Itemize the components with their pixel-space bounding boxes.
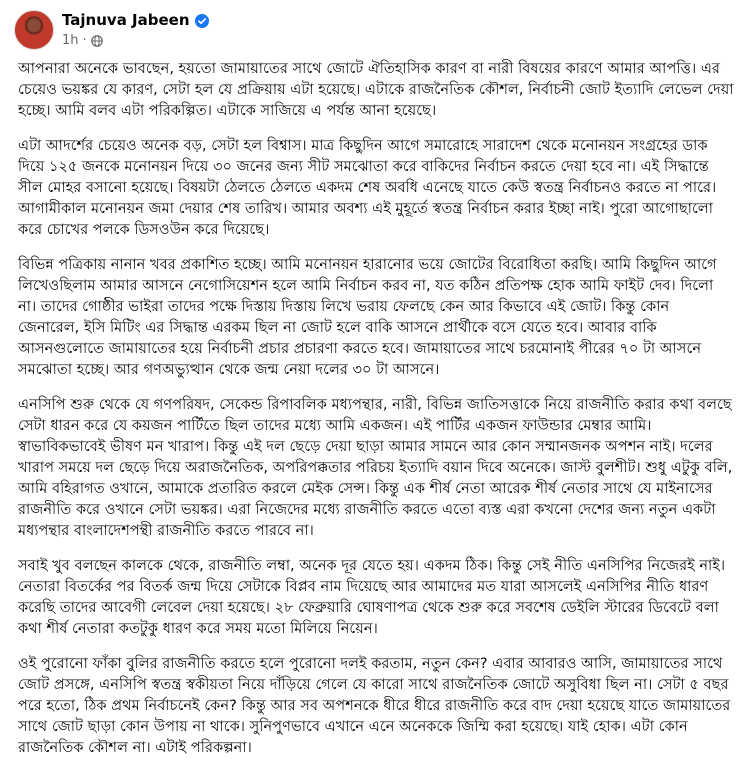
verified-badge-icon bbox=[195, 14, 209, 28]
author-row bbox=[62, 11, 209, 30]
post-paragraph: আপনারা অনেকে ভাবছেন, হয়তো জামায়াতের সাথে জোটে ঐতিহাসিক কারণ বা নারী বিষয়ের কারণে আমার আপত্তি। এর চেয়েও ভয়ঙ্কর যে কারণ, সেটা হল যে প্রক্রিয়ায় এটা হয়েছে। এটাকে রাজনৈতিক কৌশল, নির্বাচনী জোট ইত্যাদি লেভেল দেয়া হচ্ছে। আমি বলব এটা পরিকল্পিত। এটাকে সাজিয়ে এ পর্যন্ত আনা হয়েছে। bbox=[18, 60, 734, 119]
post-paragraph: এনসিপি শুরু থেকে যে গণপরিষদ, সেকেন্ড রিপাবলিক মধ্যপন্থার, নারী, বিভিন্ন জাতিসত্তাকে নিয়ে রাজনীতি করার কথা বলছে সেটা ধারন করে যে কয়জন পার্টিতে ছিল তাদের মধ্যে আমি একজন। এই পার্টির একজন ফাউন্ডার মেম্বার আমি। স্বাভাবিকভাবেই ভীষণ মন খারাপ। কিন্তু এই দল ছেড়ে দেয়া ছাড়া আমার সামনে আর কোন সম্মানজনক অপশন নাই। দলের খারাপ সময়ে দল ছেড়ে দিয়ে অরাজনৈতিক, অপরিপক্কতার পরিচয় ইত্যাদি বয়ান দিবে অনেকে। জাস্ট বুলশীট। শুধু এটুকু বলি, আমি বহিরাগত ওখানে, আমাকে প্রতারিত করলে মেইক সেন্স। কিন্তু এক শীর্ষ নেতা আরেক শীর্ষ নেতার সাথে যে মাইনাসের রাজনীতি করে ওখানে সেটা ভয়ঙ্কর। এরা নিজেদের মধ্যে রাজনীতি করতে এতো ব্যস্ত এরা কখনো দেশের জন্য নতুন একটা মধ্যপন্থার বাংলাদেশপন্থী রাজনীতি করতে পারবে না। bbox=[18, 396, 733, 539]
post-timestamp[interactable]: 1h bbox=[62, 33, 79, 48]
post-meta bbox=[62, 11, 209, 49]
author-avatar[interactable] bbox=[14, 10, 54, 50]
globe-icon[interactable] bbox=[91, 35, 103, 47]
post-time-row bbox=[62, 32, 209, 49]
post-paragraph: সবাই খুব বলছেন কালকে থেকে, রাজনীতি লম্বা, অনেক দূর যেতে হয়। একদম ঠিক। কিন্তু সেই নীতি এনসিপির নিজেরই নাই। নেতারা বিতর্কের পর বিতর্ক জন্ম দিয়ে সেটাকে বিপ্লব নাম দিয়েছে আর আমাদের মত যারা আসলেই এনসিপির নীতি ধারণ করেছি তাদের আবেগী লেবেল দেয়া হয়েছে। ২৮ ফেব্রুয়ারি ঘোষণাপত্র থেকে শুরু করে সবশেষ ডেইলি স্টারের ডিবেটে বলা কথা শীর্ষ নেতারা কতটুকু ধারণ করে সময় মতো মিলিয়ে নিয়েন। bbox=[18, 557, 726, 637]
post-paragraph: এটা আদর্শের চেয়েও অনেক বড়, সেটা হল বিশ্বাস। মাত্র কিছুদিন আগে সমারোহে সারাদেশ থেকে মনোনয়ন সংগ্রহের ডাক দিয়ে ১২৫ জনকে মনোনয়ন দিয়ে ৩০ জনের জন্য সীট সমঝোতা করে বাকিদের নির্বাচন করতে দেয়া হবে না। এই সিদ্ধান্তে সীল মোহর বসানো হয়েছে। বিষয়টা ঠেলতে ঠেলতে একদম শেষ অবধি এনেছে যাতে কেউ স্বতন্ত্র নির্বাচনও করতে না পারে। আগামীকাল মনোনয়ন জমা দেয়ার শেষ তারিখ। আমার অবশ্য এই মুহূর্তে স্বতন্ত্র নির্বাচন করার ইচ্ছা নাই। পুরো আগোছালো করে চোখের পলকে ডিসওউন করে দিয়েছে। bbox=[18, 137, 717, 238]
post-body bbox=[18, 58, 734, 772]
separator-dot: · bbox=[82, 33, 87, 48]
post-paragraph: বিভিন্ন পত্রিকায় নানান খবর প্রকাশিত হচ্ছে। আমি মনোনয়ন হারানোর ভয়ে জোটের বিরোধিতা করছি। আমি কিছুদিন আগে লিখেওছিলাম আমার আসনে নেগোসিয়েশন হলে আমি নির্বাচন করব না, যত কঠিন প্রতিপক্ষ হোক আমি ফাইট দেব। দিলো না। তাদের গোষ্ঠীর ভাইরা তাদের পক্ষে দিস্তায় দিস্তায় লিখে ভরায় ফেলছে কেন আর কিভাবে এই জোট। কিন্তু কোন জেনারেল, ইসি মিটিং এর সিদ্ধান্ত এরকম ছিল না জোট হলে বাকি আসনে প্রার্থীকে বসে যেতে হবে। আবার বাকি আসনগুলোতে জামায়াতের হয়ে নির্বাচনী প্রচার প্রচারণা করতে হবে। জামায়াতের সাথে চরমোনাই পীরের ৭০ টা আসনে সমঝোতা হচ্ছে। আর গণঅভ্যুত্থান থেকে জন্ম নেয়া দলের ৩০ টা আসনে। bbox=[18, 256, 717, 378]
author-name[interactable]: Tajnuva Jabeen bbox=[62, 11, 190, 29]
post-paragraph: ওই পুরোনো ফাঁকা বুলির রাজনীতি করতে হলে পুরোনো দলই করতাম, নতুন কেন? এবার আবারও আসি, জামায়াতের সাথে জোট প্রসঙ্গে, এনসিপি স্বতন্ত্র স্বকীয়তা নিয়ে দাঁড়িয়ে গেলে যে কারো সাথে রাজনৈতিক জোটে অসুবিধা ছিল না। সেটা ৫ বছর পরে হতো, ঠিক প্রথম নির্বাচনেই কেন? কিন্তু আর সব অপশনকে ধীরে ধীরে রাজনীতি করে বাদ দেয়া হয়েছে যাতে জামায়াতের সাথে জোট ছাড়া কোন উপায় না থাকে। সুনিপুণভাবে এখানে এনে অনেককে জিম্মি করা হয়েছে। যাই হোক। এটা কোন রাজনৈতিক কৌশল না। এটাই পরিকল্পনা। bbox=[18, 655, 731, 756]
post-header bbox=[14, 8, 209, 52]
